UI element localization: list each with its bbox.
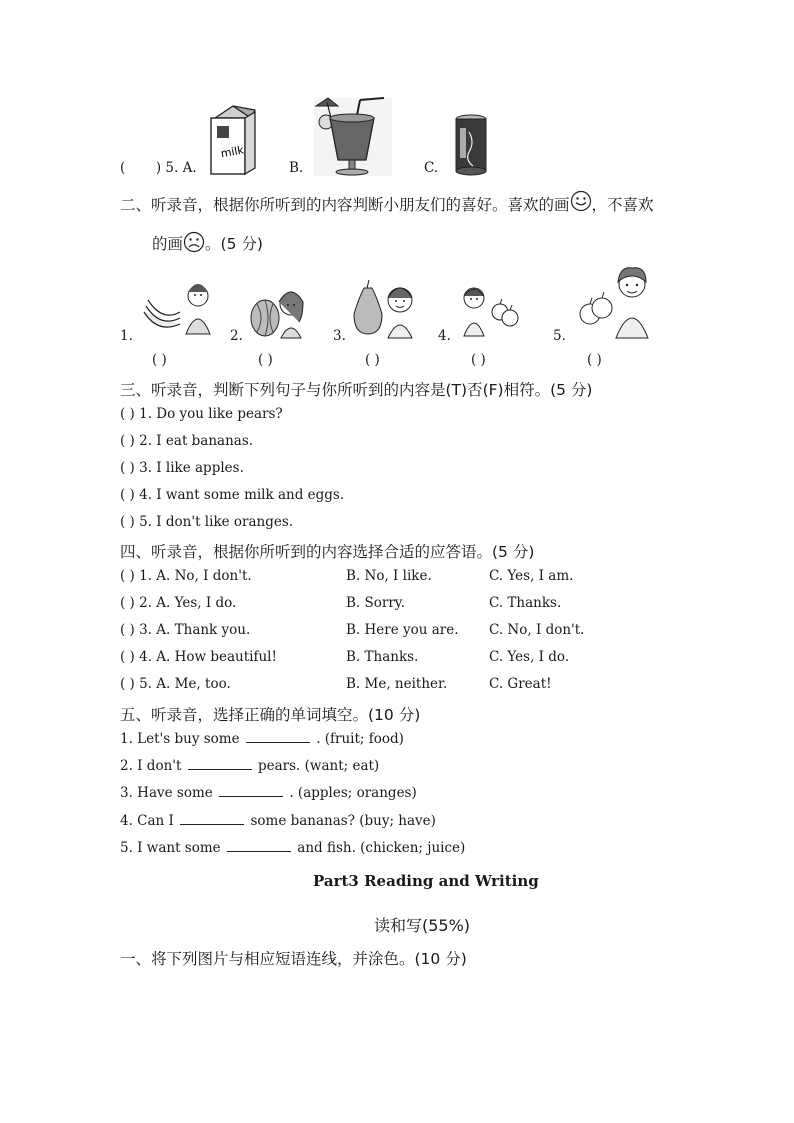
paren-open: ( (120, 160, 126, 176)
juice-glass-icon (312, 96, 394, 178)
section4-heading: 四、听录音，根据你所听到的内容选择合适的应答语。(5 分) (120, 543, 535, 561)
s3-item-text: ( ) 1. Do you like pears? (120, 406, 283, 422)
smiley-face-icon (570, 190, 592, 212)
s5-prefix: 4. Can I (120, 813, 174, 829)
s3-item-text: ( ) 3. I like apples. (120, 460, 244, 476)
s5-item-1 (120, 730, 404, 750)
s2-item-3-num: 3. (333, 328, 346, 344)
section2-heading-line2 (152, 232, 263, 255)
apples-boy-icon (456, 282, 526, 340)
s2-item-5-num: 5. (553, 328, 566, 344)
s4-option-b: B. Me, neither. (346, 676, 448, 692)
s4-option-c: C. No, I don't. (489, 622, 585, 638)
section2-heading-line2-start: 的画 (152, 235, 184, 253)
section2-heading (120, 193, 654, 216)
s4-option-b: B. No, I like. (346, 568, 432, 584)
s2-answer-2[interactable]: ( ) (258, 352, 273, 368)
s4-option-a: ( ) 3. A. Thank you. (120, 622, 251, 638)
s4-option-b: B. Here you are. (346, 622, 459, 638)
s4-option-b: B. Thanks. (346, 649, 419, 665)
part3-subtitle: 读和写(55%) (374, 916, 471, 935)
s4-option-a: ( ) 5. A. Me, too. (120, 676, 231, 692)
milk-carton-icon (207, 104, 259, 176)
s4-option-a: ( ) 4. A. How beautiful! (120, 649, 277, 665)
s5-suffix: and fish. (chicken; juice) (297, 840, 466, 856)
s4-option-a: ( ) 2. A. Yes, I do. (120, 595, 237, 611)
s2-item-2-num: 2. (230, 328, 243, 344)
s4-option-c: C. Yes, I am. (489, 568, 574, 584)
q5-answer-paren[interactable] (120, 160, 197, 176)
sad-face-icon (183, 231, 205, 253)
s2-answer-1[interactable]: ( ) (152, 352, 167, 368)
fill-blank[interactable] (227, 839, 291, 852)
s4-option-c: C. Great! (489, 676, 552, 692)
fill-blank[interactable] (180, 812, 244, 825)
section2-heading-text: 二、听录音，根据你所听到的内容判断小朋友们的喜好。喜欢的画 (120, 196, 570, 214)
part3-title: Part3 Reading and Writing (313, 872, 539, 890)
pear-boy-icon (350, 276, 420, 340)
q5-option-b-label: B. (289, 160, 304, 176)
section2-heading-text-end: ，不喜欢 (591, 196, 654, 214)
s5-suffix: . (apples; oranges) (289, 785, 417, 801)
s5-prefix: 1. Let's buy some (120, 731, 240, 747)
part3-section1-heading: 一、将下列图片与相应短语连线，并涂色。(10 分) (120, 950, 467, 968)
section2-heading-line2-end: 。(5 分) (205, 235, 263, 253)
s4-option-c: C. Yes, I do. (489, 649, 570, 665)
s5-prefix: 3. Have some (120, 785, 213, 801)
s3-item-text: ( ) 4. I want some milk and eggs. (120, 487, 345, 503)
s4-option-b: B. Sorry. (346, 595, 405, 611)
s2-item-4-num: 4. (438, 328, 451, 344)
fill-blank[interactable] (219, 784, 283, 797)
s2-answer-4[interactable]: ( ) (471, 352, 486, 368)
s5-item-5 (120, 839, 465, 859)
s5-prefix: 5. I want some (120, 840, 221, 856)
q5-option-c-label: C. (424, 160, 439, 176)
milk-label: milk (219, 143, 245, 161)
s2-answer-5[interactable]: ( ) (587, 352, 602, 368)
s2-answer-3[interactable]: ( ) (365, 352, 380, 368)
section5-heading: 五、听录音，选择正确的单词填空。(10 分) (120, 706, 421, 724)
s3-item-text: ( ) 2. I eat bananas. (120, 433, 254, 449)
s3-item-text: ( ) 5. I don't like oranges. (120, 514, 294, 530)
fill-blank[interactable] (188, 757, 252, 770)
s5-item-3 (120, 784, 417, 804)
section3-heading: 三、听录音，判断下列句子与你所听到的内容是(T)否(F)相符。(5 分) (120, 381, 593, 399)
s5-item-4 (120, 812, 436, 832)
s4-option-c: C. Thanks. (489, 595, 562, 611)
bananas-girl-icon (140, 278, 218, 338)
s2-item-1-num: 1. (120, 328, 133, 344)
q5-label: ) 5. A. (155, 160, 197, 176)
s5-prefix: 2. I don't (120, 758, 182, 774)
watermelon-girl-icon (247, 284, 313, 340)
fill-blank[interactable] (246, 730, 310, 743)
soda-can-icon (453, 114, 489, 176)
s5-suffix: some bananas? (buy; have) (250, 813, 436, 829)
s5-suffix: . (fruit; food) (316, 731, 404, 747)
s5-item-2 (120, 757, 379, 777)
s5-suffix: pears. (want; eat) (258, 758, 380, 774)
apples-boy-2-icon (572, 264, 654, 340)
s4-option-a: ( ) 1. A. No, I don't. (120, 568, 252, 584)
